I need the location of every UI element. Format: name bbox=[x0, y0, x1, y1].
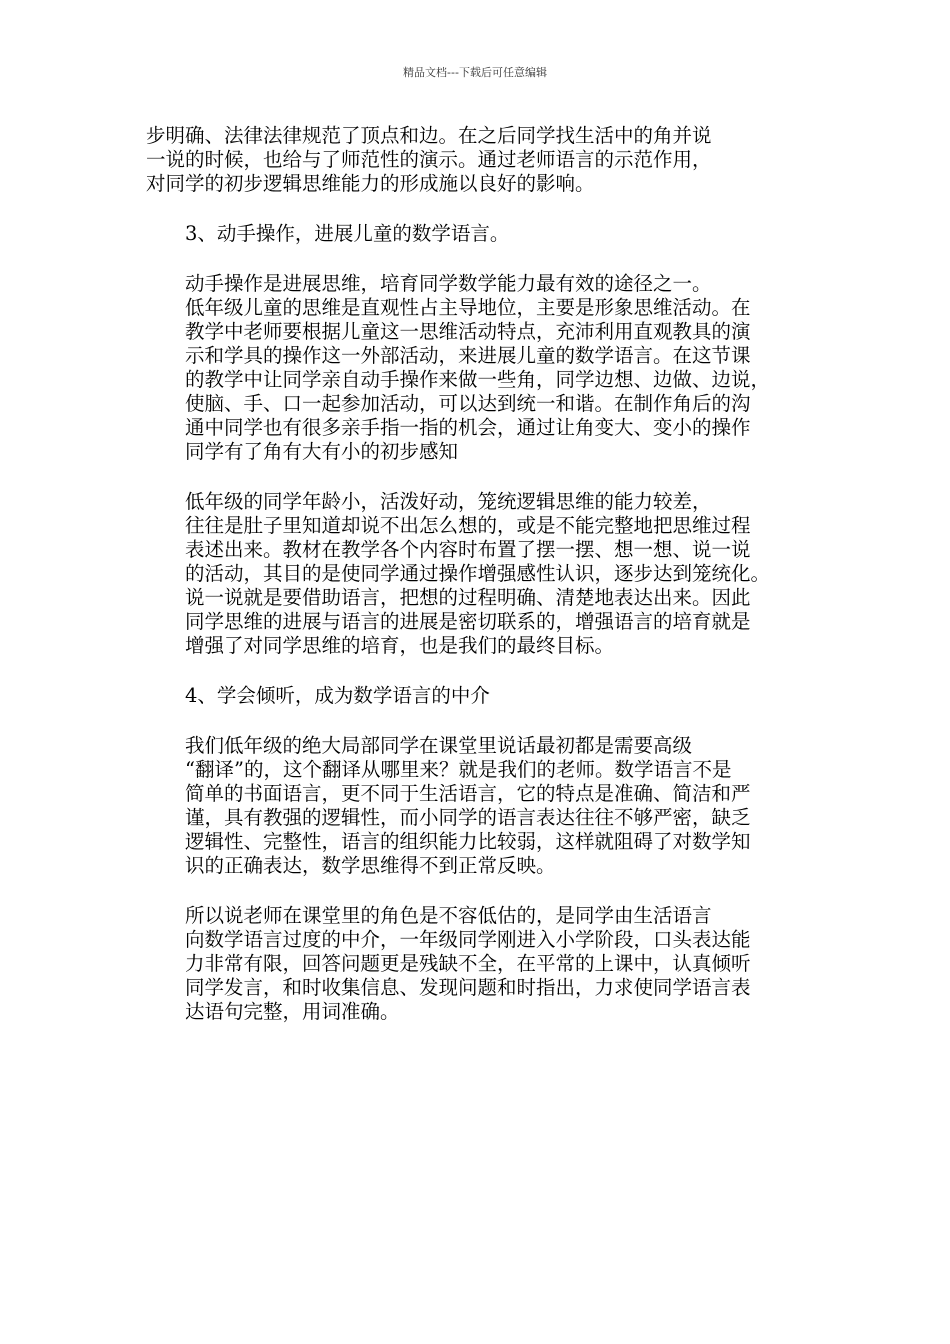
text-line: 力非常有限，回答问题更是残缺不全，在平常的上课中，认真倾听 bbox=[185, 952, 751, 975]
text-line: 使脑、手、口一起参加活动，可以达到统一和谐。在制作角后的沟 bbox=[185, 392, 751, 415]
text-line: 向数学语言过度的中介，一年级同学刚进入小学阶段，口头表达能 bbox=[185, 928, 751, 951]
text-line: 识的正确表达，数学思维得不到正常反映。 bbox=[185, 854, 556, 877]
paragraph bbox=[146, 904, 810, 1024]
text-line: 步明确、法律法律规范了顶点和边。在之后同学找生活中的角并说 bbox=[146, 124, 712, 147]
text-line: 说一说就是要借助语言，把想的过程明确、清楚地表达出来。因此 bbox=[185, 586, 751, 609]
paragraph bbox=[146, 734, 810, 878]
paragraph bbox=[146, 684, 810, 708]
text-line: 增强了对同学思维的培育，也是我们的最终目标。 bbox=[185, 634, 615, 657]
text-line: “翻译”的，这个翻译从哪里来？就是我们的老师。数学语言不是 bbox=[185, 758, 732, 781]
text-line: 谨，具有教强的逻辑性，而小同学的语言表达往往不够严密，缺乏 bbox=[185, 806, 751, 829]
text-line: 一说的时候，也给与了师范性的演示。通过老师语言的示范作用， bbox=[146, 148, 712, 171]
text-line: 低年级的同学年龄小，活泼好动，笼统逻辑思维的能力较差， bbox=[185, 490, 712, 513]
text-line: 我们低年级的绝大局部同学在课堂里说话最初都是需要高级 bbox=[185, 734, 693, 757]
text-line: 表述出来。教材在教学各个内容时布置了摆一摆、想一想、说一说 bbox=[185, 538, 751, 561]
text-line: 的活动，其目的是使同学通过操作增强感性认识，逐步达到笼统化。 bbox=[185, 562, 771, 585]
text-line: 同学发言，和时收集信息、发现问题和时指出，力求使同学语言表 bbox=[185, 976, 751, 999]
text-line: 达语句完整，用词准确。 bbox=[185, 1000, 400, 1023]
text-line: 简单的书面语言，更不同于生活语言，它的特点是准确、简洁和严 bbox=[185, 782, 751, 805]
text-line: 往往是肚子里知道却说不出怎么想的，或是不能完整地把思维过程 bbox=[185, 514, 751, 537]
text-line: 同学思维的进展与语言的进展是密切联系的，增强语言的培育就是 bbox=[185, 610, 751, 633]
text-line: 示和学具的操作这一外部活动，来进展儿童的数学语言。在这节课 bbox=[185, 344, 751, 367]
page-header: 精品文档---下载后可任意编辑 bbox=[403, 66, 547, 79]
text-line: 低年级儿童的思维是直观性占主导地位，主要是形象思维活动。在 bbox=[185, 296, 751, 319]
text-line: 逻辑性、完整性，语言的组织能力比较弱，这样就阻碍了对数学知 bbox=[185, 830, 751, 853]
paragraph bbox=[146, 490, 810, 658]
paragraph bbox=[146, 222, 810, 246]
text-line: 4、学会倾听，成为数学语言的中介 bbox=[185, 684, 490, 707]
paragraph bbox=[146, 124, 810, 196]
text-line: 教学中老师要根据儿童这一思维活动特点，充沛利用直观教具的演 bbox=[185, 320, 751, 343]
text-line: 3、动手操作，进展儿童的数学语言。 bbox=[185, 222, 510, 245]
text-line: 同学有了角有大有小的初步感知 bbox=[185, 440, 459, 463]
text-line: 的教学中让同学亲自动手操作来做一些角，同学边想、边做、边说， bbox=[185, 368, 771, 391]
text-line: 对同学的初步逻辑思维能力的形成施以良好的影响。 bbox=[146, 172, 595, 195]
text-line: 通中同学也有很多亲手指一指的机会，通过让角变大、变小的操作 bbox=[185, 416, 751, 439]
document-body bbox=[146, 124, 810, 1050]
text-line: 所以说老师在课堂里的角色是不容低估的，是同学由生活语言 bbox=[185, 904, 712, 927]
paragraph bbox=[146, 272, 810, 464]
text-line: 动手操作是进展思维，培育同学数学能力最有效的途径之一。 bbox=[185, 272, 712, 295]
